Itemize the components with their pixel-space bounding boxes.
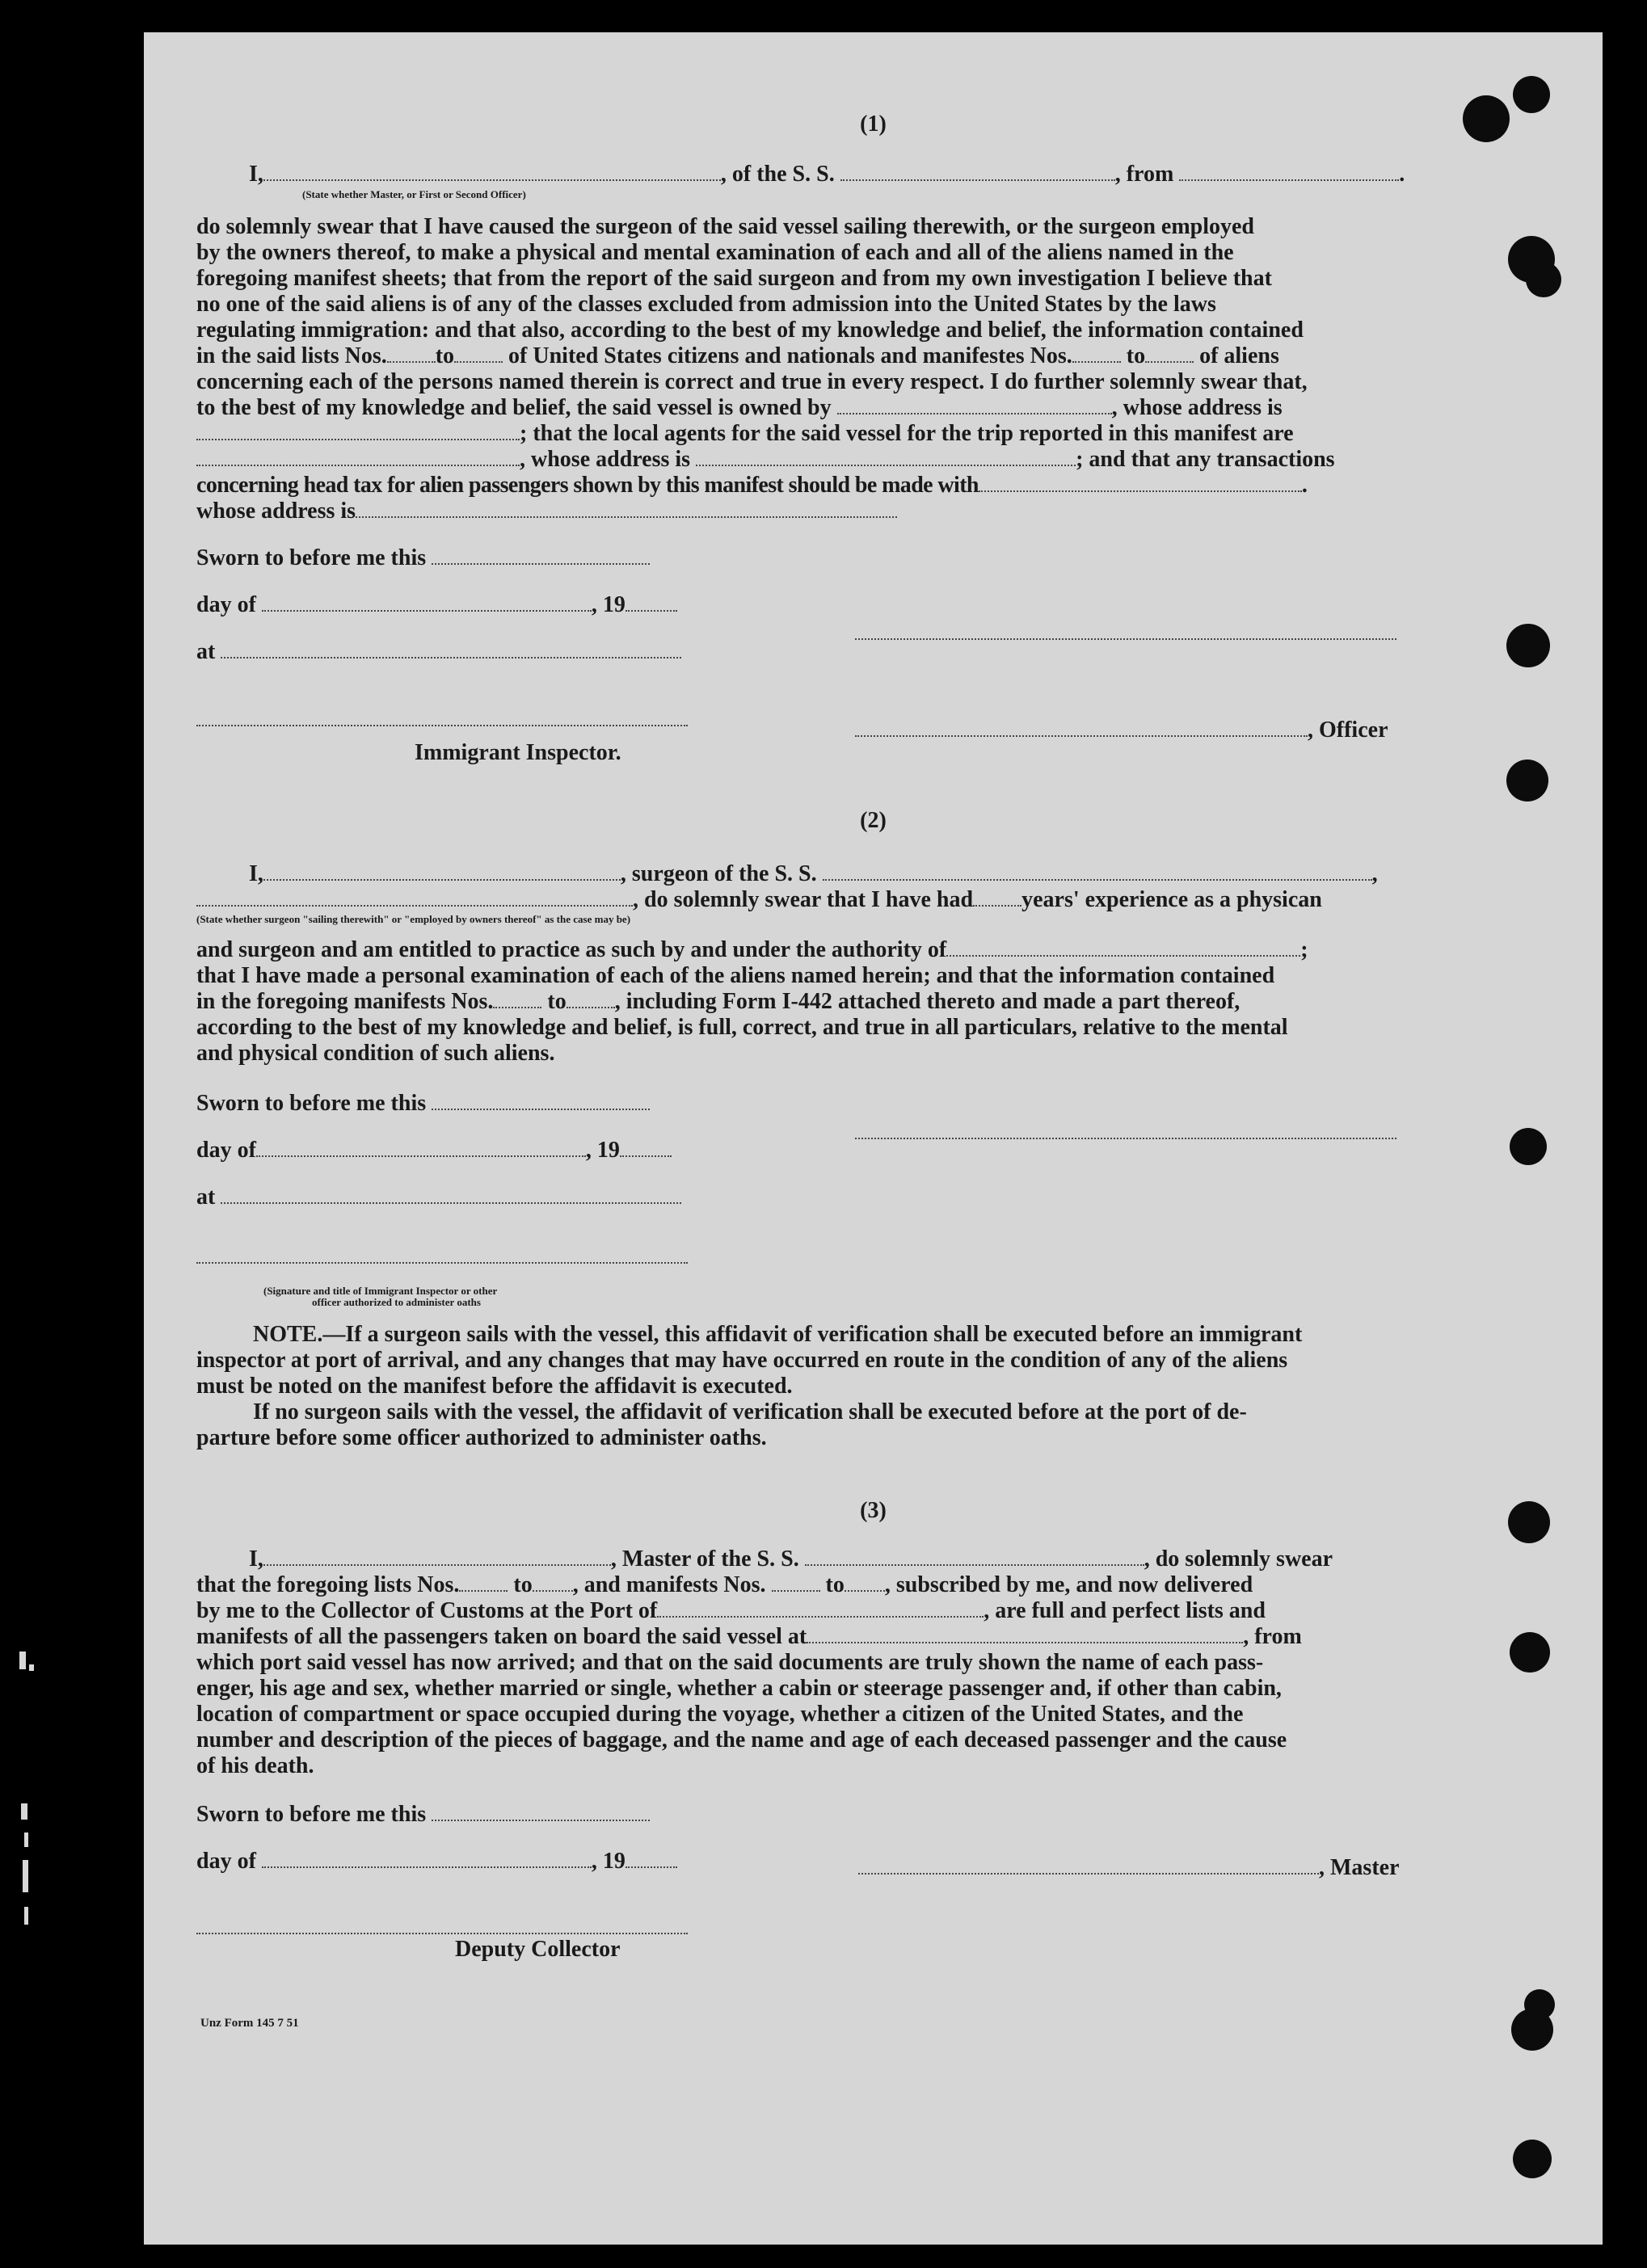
note-paragraph-line: If no surgeon sails with the vessel, the affidavit of verification shall be executed before at the port of de-: [253, 1399, 1247, 1424]
section-2-inspector-signature-line: [196, 1244, 688, 1270]
edge-mark: [29, 1664, 34, 1671]
punch-hole: [1513, 2140, 1552, 2178]
edge-mark: [21, 1803, 27, 1820]
section-1-line-9: ; that the local agents for the said vessel for the trip reported in this manifest are: [196, 421, 1294, 447]
punch-hole: [1506, 624, 1550, 667]
section-3-master: , Master: [858, 1855, 1400, 1881]
section-1-line-7: concerning each of the persons named therein is correct and true in every respect. I do further solemnly swear that,: [196, 369, 1308, 394]
section-1-number: (1): [860, 112, 887, 137]
section-3-para-line: number and description of the pieces of baggage, and the name and age of each deceased passenger and the cause: [196, 1727, 1287, 1753]
section-2-line-5: in the foregoing manifests Nos. to , including Form I-442 attached thereto and made a part thereof,: [196, 989, 1241, 1014]
section-2-surgeon-note: (State whether surgeon "sailing therewith" or "employed by owners thereof" as the case may be): [196, 913, 631, 925]
edge-mark: [24, 1832, 28, 1847]
section-1-para-line: do solemnly swear that I have caused the surgeon of the said vessel sailing therewith, or the surgeon employed: [196, 214, 1254, 239]
section-3-line-4: manifests of all the passengers taken on board the said vessel at , from: [196, 1624, 1302, 1649]
section-1-line-8: to the best of my knowledge and belief, the said vessel is owned by , whose address is: [196, 395, 1283, 420]
section-2-signature-note-1: (Signature and title of Immigrant Inspector or other: [263, 1285, 498, 1297]
section-1-officer: , Officer: [855, 717, 1388, 743]
section-3-line-3: by me to the Collector of Customs at the Port of , are full and perfect lists and: [196, 1598, 1266, 1623]
section-1-line-1: I, , of the S. S. , from .: [249, 162, 1405, 187]
section-3-para-line: which port said vessel has now arrived; and that on the said documents are truly shown the name of each pass-: [196, 1650, 1264, 1675]
note-paragraph-line: inspector at port of arrival, and any changes that may have occurred en route in the condition of any of the aliens: [196, 1348, 1288, 1373]
punch-hole: [1510, 1632, 1550, 1673]
section-2-line-3: and surgeon and am entitled to practice as such by and under the authority of ;: [196, 937, 1308, 962]
section-2-at: at: [196, 1184, 681, 1210]
punch-hole: [1506, 760, 1548, 802]
punch-hole: [1513, 76, 1550, 113]
section-1-officer-note: (State whether Master, or First or Second Officer): [302, 188, 526, 200]
section-2-line-6: according to the best of my knowledge and belief, is full, correct, and true in all particulars, relative to the mental: [196, 1015, 1288, 1040]
punch-hole: [1526, 262, 1561, 297]
punch-hole: [1524, 1989, 1555, 2020]
section-3-para-line: of his death.: [196, 1753, 314, 1778]
edge-mark: [24, 1907, 28, 1925]
section-2-line-2: , do solemnly swear that I have had years' experience as a physican: [196, 887, 1322, 913]
section-2-day-of: day of , 19: [196, 1138, 672, 1163]
section-3-para-line: enger, his age and sex, whether married or single, whether a cabin or steerage passenger and, if other than cabin,: [196, 1676, 1282, 1701]
section-1-para-line: by the owners thereof, to make a physical and mental examination of each and all of the aliens named in the: [196, 240, 1234, 265]
section-2-line-1: I, , surgeon of the S. S. ,: [249, 861, 1378, 886]
section-2-number: (2): [860, 808, 887, 833]
section-1-line-10: , whose address is ; and that any transactions: [196, 447, 1335, 473]
section-2-signature-note-2: officer authorized to administer oaths: [312, 1296, 481, 1308]
section-3-line-1: I, , Master of the S. S. , do solemnly swear: [249, 1546, 1333, 1572]
note-paragraph-line: parture before some officer authorized to administer oaths.: [196, 1425, 767, 1450]
section-1-immigrant-inspector: Immigrant Inspector.: [415, 740, 621, 765]
punch-hole: [1510, 1128, 1547, 1165]
section-1-line-12: whose address is: [196, 499, 897, 524]
section-1-line-11: concerning head tax for alien passengers shown by this manifest should be made with .: [196, 473, 1308, 498]
form-identifier: Unz Form 145 7 51: [200, 2017, 299, 2030]
section-1-day-of: day of , 19: [196, 592, 677, 618]
section-1-at: at: [196, 639, 681, 665]
edge-mark: [19, 1652, 26, 1669]
section-3-para-line: location of compartment or space occupied during the voyage, whether a citizen of the United States, and the: [196, 1702, 1244, 1727]
section-2-sworn: Sworn to before me this: [196, 1091, 650, 1117]
section-2-line-4: that I have made a personal examination of each of the aliens named herein; and that the information contained: [196, 963, 1275, 988]
deputy-collector: Deputy Collector: [455, 1937, 621, 1962]
section-1-para-line: no one of the said aliens is of any of the classes excluded from admission into the United States by the laws: [196, 292, 1216, 317]
form-page: [144, 32, 1603, 2245]
section-3-number: (3): [860, 1498, 887, 1523]
section-1-para-line: regulating immigration: and that also, according to the best of my knowledge and belief, the information contained: [196, 318, 1304, 343]
section-3-sworn: Sworn to before me this: [196, 1802, 650, 1828]
note-paragraph-line: must be noted on the manifest before the affidavit is executed.: [196, 1374, 793, 1399]
section-3-line-2: that the foregoing lists Nos. to , and manifests Nos. to , subscribed by me, and now delivered: [196, 1572, 1253, 1597]
section-3-day-of: day of , 19: [196, 1849, 677, 1875]
section-2-line-7: and physical condition of such aliens.: [196, 1041, 555, 1066]
edge-mark: [23, 1860, 28, 1892]
section-2-signature-line: [855, 1120, 1396, 1146]
section-1-line-6: in the said lists Nos. to of United States citizens and nationals and manifestes Nos. to of aliens: [196, 343, 1279, 368]
section-1-para-line: foregoing manifest sheets; that from the report of the said surgeon and from my own investigation I believe that: [196, 266, 1272, 291]
section-1-inspector-signature-line: [196, 707, 688, 733]
section-1-signature-line: [855, 621, 1396, 646]
note-paragraph-line: NOTE.—If a surgeon sails with the vessel, this affidavit of verification shall be executed before an immigrant: [253, 1322, 1303, 1347]
section-1-sworn: Sworn to before me this: [196, 545, 650, 571]
